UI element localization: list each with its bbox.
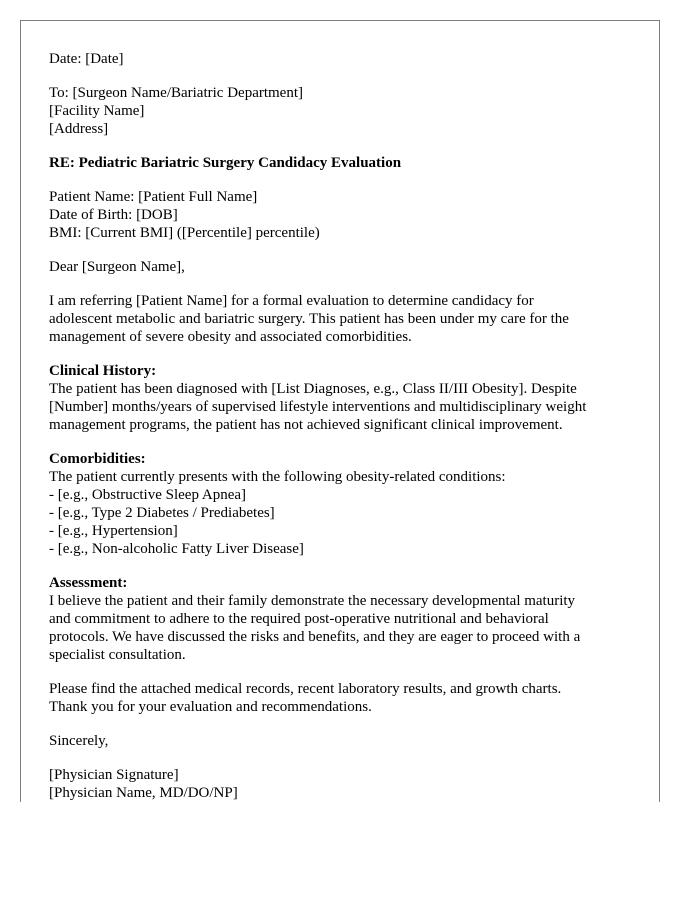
patient-bmi-line: BMI: [Current BMI] ([Percentile] percentile): [49, 225, 320, 241]
assessment-line-2: and commitment to adhere to the required post-operative nutritional and behavioral: [49, 611, 549, 627]
sign-off: Sincerely,: [49, 733, 109, 749]
salutation: Dear [Surgeon Name],: [49, 259, 185, 275]
comorbidity-item: - [e.g., Obstructive Sleep Apnea]: [49, 487, 247, 503]
clinical-history-line-3: management programs, the patient has not achieved significant clinical improvement.: [49, 417, 563, 433]
comorbidity-item: - [e.g., Type 2 Diabetes / Prediabetes]: [49, 505, 275, 521]
subject-line: RE: Pediatric Bariatric Surgery Candidacy Evaluation: [49, 155, 402, 171]
clinical-history-section: [49, 362, 649, 434]
recipient-line-1: To: [Surgeon Name/Bariatric Department]: [49, 85, 304, 101]
intro-line-1: I am referring [Patient Name] for a formal evaluation to determine candidacy for: [49, 293, 534, 309]
letter-body: [49, 50, 649, 818]
assessment-section: [49, 574, 649, 664]
assessment-heading: Assessment:: [49, 575, 128, 591]
patient-dob-line: Date of Birth: [DOB]: [49, 207, 178, 223]
comorbidities-intro: The patient currently presents with the following obesity-related conditions:: [49, 469, 506, 485]
patient-name-line: Patient Name: [Patient Full Name]: [49, 189, 258, 205]
signature-block: [49, 766, 649, 802]
intro-paragraph: [49, 292, 649, 346]
closing-line-2: Thank you for your evaluation and recommendations.: [49, 699, 372, 715]
assessment-line-1: I believe the patient and their family demonstrate the necessary developmental maturity: [49, 593, 576, 609]
clinical-history-line-1: The patient has been diagnosed with [List Diagnoses, e.g., Class II/III Obesity]. Despite: [49, 381, 577, 397]
recipient-block: [49, 84, 649, 138]
comorbidity-item: - [e.g., Hypertension]: [49, 523, 178, 539]
clinical-history-line-2: [Number] months/years of supervised lifestyle interventions and multidisciplinary weight: [49, 399, 587, 415]
sign-off-block: [49, 732, 649, 750]
clinical-history-heading: Clinical History:: [49, 363, 157, 379]
assessment-line-3: protocols. We have discussed the risks and benefits, and they are eager to proceed with a: [49, 629, 581, 645]
intro-line-3: management of severe obesity and associated comorbidities.: [49, 329, 412, 345]
date-line: Date: [Date]: [49, 51, 124, 67]
comorbidities-heading: Comorbidities:: [49, 451, 146, 467]
intro-line-2: adolescent metabolic and bariatric surgery. This patient has been under my care for the: [49, 311, 569, 327]
letter-page: [20, 20, 660, 802]
closing-paragraph: [49, 680, 649, 716]
assessment-line-4: specialist consultation.: [49, 647, 186, 663]
closing-line-1: Please find the attached medical records, recent laboratory results, and growth charts.: [49, 681, 562, 697]
salutation-block: [49, 258, 649, 276]
comorbidity-item: - [e.g., Non-alcoholic Fatty Liver Disease]: [49, 541, 304, 557]
date-block: [49, 50, 649, 68]
subject-block: [49, 154, 649, 172]
patient-info-block: [49, 188, 649, 242]
physician-name-line: [Physician Name, MD/DO/NP]: [49, 785, 238, 801]
signature-line: [Physician Signature]: [49, 767, 179, 783]
comorbidities-section: [49, 450, 649, 558]
recipient-line-2: [Facility Name]: [49, 103, 145, 119]
recipient-line-3: [Address]: [49, 121, 109, 137]
